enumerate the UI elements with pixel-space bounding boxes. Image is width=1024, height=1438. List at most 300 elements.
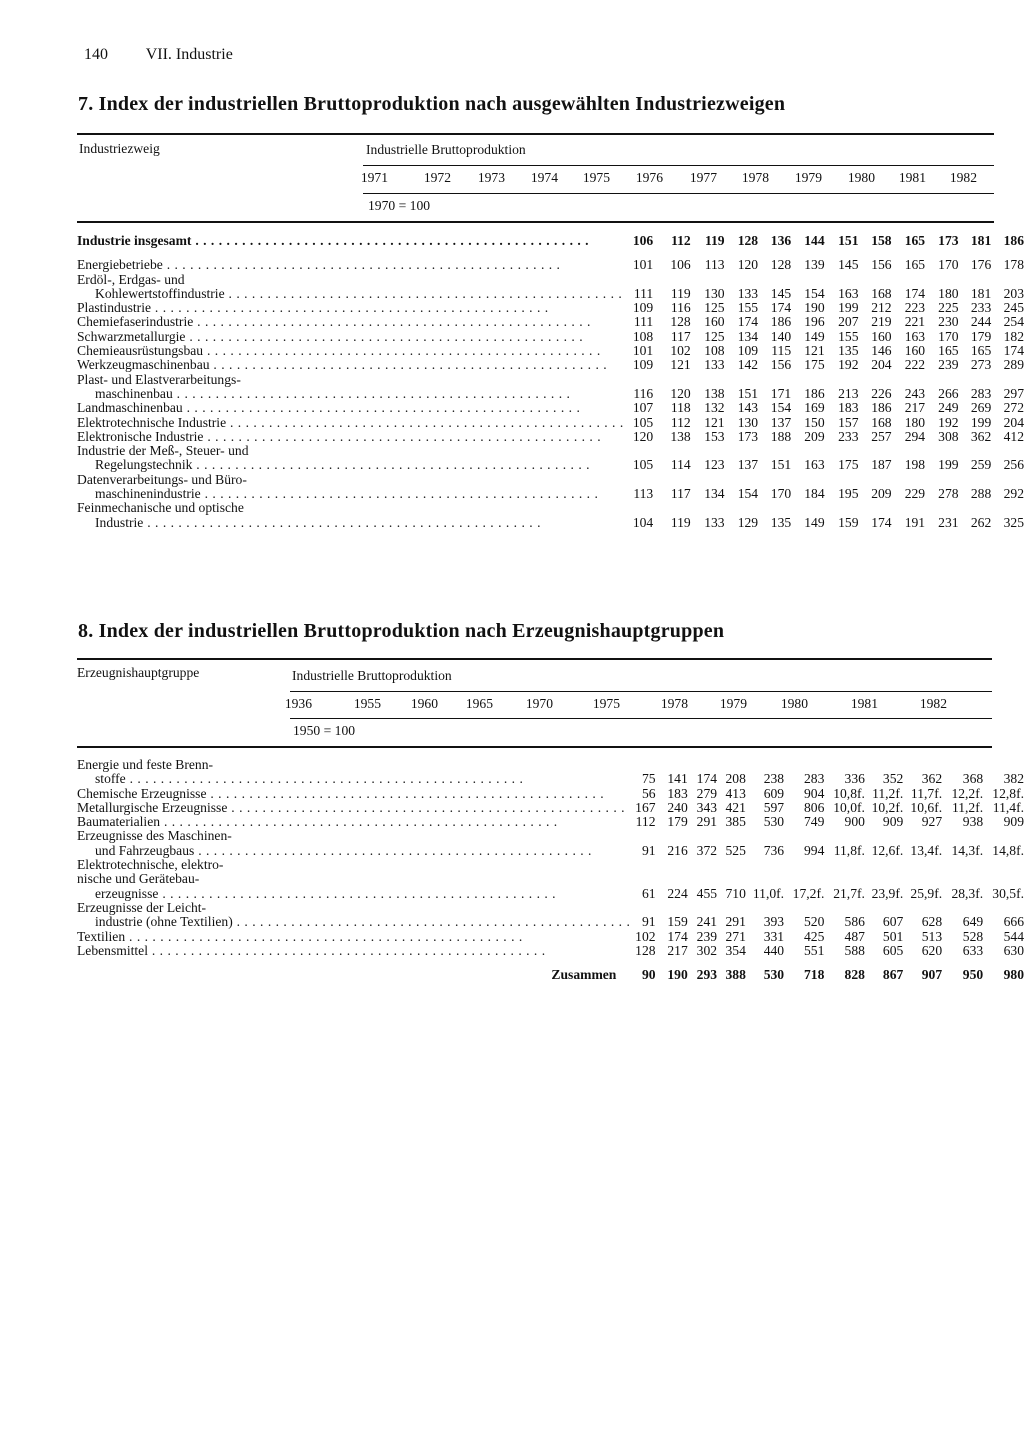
table-cell: 530 xyxy=(763,967,785,983)
row-label-text: Energie und feste Brenn- xyxy=(77,758,214,772)
table-cell xyxy=(630,829,655,843)
table-cell: 279 xyxy=(696,785,718,801)
table-cell xyxy=(784,872,824,886)
table-cell: 102 xyxy=(635,928,656,944)
table-cell: 155 xyxy=(737,300,759,316)
table-cell: 198 xyxy=(904,457,926,473)
table-cell: 120 xyxy=(632,428,654,444)
row-label xyxy=(77,330,624,344)
table-row xyxy=(77,315,1024,329)
table-cell: 950 xyxy=(962,967,984,983)
table-cell: 160 xyxy=(704,314,725,330)
table-cell xyxy=(688,872,717,886)
table-row xyxy=(77,772,1024,786)
table-cell: 105 xyxy=(632,457,654,473)
table-cell: 588 xyxy=(844,942,865,958)
table-cell xyxy=(959,444,992,458)
table-cell: 138 xyxy=(670,428,691,444)
table-cell: 597 xyxy=(763,799,785,815)
table-cell: 291 xyxy=(725,914,746,930)
table-8 xyxy=(77,758,1024,982)
table-cell: 239 xyxy=(696,928,718,944)
table-cell: 149 xyxy=(804,328,825,344)
rule xyxy=(77,221,994,223)
row-label xyxy=(77,344,624,358)
table-cell: 909 xyxy=(882,814,904,830)
table-cell: 159 xyxy=(667,914,688,930)
table-cell: 135 xyxy=(770,514,792,530)
table-cell: 120 xyxy=(737,257,759,273)
table-cell: 828 xyxy=(844,967,865,983)
table-cell xyxy=(656,758,688,772)
row-label-text: stoffe xyxy=(95,772,126,787)
table-cell: 718 xyxy=(803,967,825,983)
table-cell: 170 xyxy=(938,328,959,344)
table-cell xyxy=(824,872,865,886)
table-cell xyxy=(991,444,1024,458)
table-cell xyxy=(959,273,992,287)
table-cell: 175 xyxy=(838,457,859,473)
table-cell xyxy=(959,473,992,487)
table-cell: 182 xyxy=(1003,328,1024,344)
table-row xyxy=(77,887,1024,901)
table-row xyxy=(77,815,1024,829)
table-row xyxy=(77,930,1024,944)
year-header: 1977 xyxy=(689,170,717,185)
table-cell: 308 xyxy=(938,428,959,444)
table-cell: 272 xyxy=(1003,400,1024,416)
table-cell: 178 xyxy=(1003,257,1024,273)
table-cell: 520 xyxy=(803,914,825,930)
table-cell: 217 xyxy=(904,400,926,416)
table-row xyxy=(77,287,1024,301)
table-cell: 116 xyxy=(670,300,691,316)
table-cell xyxy=(653,373,691,387)
table-cell: 154 xyxy=(770,400,792,416)
row-label-text: Regelungstechnik xyxy=(95,458,193,473)
table-cell xyxy=(825,373,859,387)
row-label-text: Werkzeugmaschinenbau xyxy=(77,358,210,373)
table-cell: 288 xyxy=(970,486,992,502)
table-cell: 144 xyxy=(804,233,825,248)
table-cell: 139 xyxy=(804,257,825,273)
year-header: 1965 xyxy=(465,696,493,711)
row-label xyxy=(77,915,630,929)
table-cell: 254 xyxy=(1003,314,1024,330)
row-label xyxy=(77,315,624,329)
table-cell xyxy=(688,758,717,772)
table-cell: 209 xyxy=(804,428,825,444)
table-cell xyxy=(630,901,655,915)
table-cell: 104 xyxy=(632,514,654,530)
table-cell: 128 xyxy=(670,314,691,330)
row-label-text: Plast- und Elastverarbeitungs- xyxy=(77,372,241,387)
year-header: 1971 xyxy=(360,170,388,185)
table-row xyxy=(77,301,1024,315)
table-cell: 225 xyxy=(938,300,959,316)
table-cell xyxy=(925,273,958,287)
table-cell xyxy=(717,758,746,772)
table-row xyxy=(77,234,1024,248)
table-cell xyxy=(824,858,865,872)
table-cell: 12,6f. xyxy=(871,842,904,858)
table-cell: 138 xyxy=(704,385,725,401)
table-cell xyxy=(725,373,758,387)
table-cell: 736 xyxy=(763,842,785,858)
row-label-text: Chemische Erzeugnisse xyxy=(77,786,207,801)
year-header: 1976 xyxy=(635,170,663,185)
table-cell: 165 xyxy=(904,233,926,248)
table-cell xyxy=(758,444,791,458)
table-cell xyxy=(859,473,892,487)
year-header: 1982 xyxy=(949,170,977,185)
row-label xyxy=(77,416,624,430)
table-cell xyxy=(630,758,655,772)
table-cell: 25,9f. xyxy=(910,885,943,901)
table-cell: 199 xyxy=(938,457,959,473)
table-cell xyxy=(859,501,892,515)
table-cell xyxy=(653,444,691,458)
table-cell xyxy=(942,829,983,843)
table-cell: 114 xyxy=(670,457,691,473)
table-cell xyxy=(825,501,859,515)
table-cell xyxy=(653,473,691,487)
table-cell xyxy=(903,829,942,843)
table-cell: 120 xyxy=(670,385,691,401)
table-cell xyxy=(746,758,784,772)
table-cell: 425 xyxy=(803,928,825,944)
table-cell: 980 xyxy=(1003,967,1024,983)
table-7 xyxy=(77,234,1024,530)
table-cell: 927 xyxy=(921,814,943,830)
table-cell: 11,2f. xyxy=(872,785,904,801)
table-cell: 170 xyxy=(938,257,959,273)
table-cell xyxy=(942,901,983,915)
table-cell xyxy=(656,872,688,886)
table-cell: 106 xyxy=(632,233,654,248)
table-cell xyxy=(656,829,688,843)
table-cell: 118 xyxy=(670,400,691,416)
table-cell: 259 xyxy=(970,457,992,473)
table-cell: 440 xyxy=(763,942,785,958)
table-cell xyxy=(624,373,653,387)
table-cell xyxy=(791,373,824,387)
row-label xyxy=(77,901,630,915)
table-row xyxy=(77,358,1024,372)
table-cell: 586 xyxy=(844,914,865,930)
table-cell xyxy=(991,473,1024,487)
table-cell: 224 xyxy=(667,885,688,901)
table-cell xyxy=(746,901,784,915)
table-cell: 240 xyxy=(667,799,688,815)
table-cell: 229 xyxy=(904,486,926,502)
table-cell xyxy=(691,273,725,287)
table-cell xyxy=(892,501,925,515)
table-cell xyxy=(825,273,859,287)
row-label xyxy=(77,887,630,901)
table-cell: 159 xyxy=(838,514,859,530)
table-cell: 119 xyxy=(670,285,691,301)
table-cell: 128 xyxy=(635,942,656,958)
table-cell: 165 xyxy=(970,343,992,359)
row-label-text: Erzeugnisse der Leicht- xyxy=(77,900,207,915)
row-label xyxy=(77,501,624,515)
table-cell: 151 xyxy=(737,385,759,401)
table-cell xyxy=(717,858,746,872)
table-cell: 123 xyxy=(704,457,725,473)
table-cell: 209 xyxy=(871,486,892,502)
row-label-text: Chemieausrüstungsbau xyxy=(77,344,204,359)
table-cell: 111 xyxy=(633,314,654,330)
table-cell xyxy=(784,858,824,872)
table-cell: 105 xyxy=(632,414,654,430)
table-cell xyxy=(983,758,1024,772)
row-label-text: industrie (ohne Textilien) xyxy=(95,915,233,930)
table-cell: 187 xyxy=(871,457,892,473)
row-label xyxy=(77,858,630,872)
table-row xyxy=(77,258,1024,272)
table-cell xyxy=(991,501,1024,515)
table-cell: 11,0f. xyxy=(752,885,785,901)
table-cell: 241 xyxy=(696,914,718,930)
table-cell: 13,4f. xyxy=(910,842,943,858)
table-cell: 230 xyxy=(938,314,959,330)
table-cell: 302 xyxy=(696,942,718,958)
table-cell xyxy=(825,444,859,458)
table-cell xyxy=(824,758,865,772)
table-cell: 173 xyxy=(737,428,759,444)
table-cell: 710 xyxy=(725,885,746,901)
table-cell: 331 xyxy=(763,928,785,944)
row-label xyxy=(77,430,624,444)
table-cell: 217 xyxy=(667,942,688,958)
table-cell: 174 xyxy=(770,300,792,316)
table-cell: 157 xyxy=(838,414,859,430)
table-cell: 269 xyxy=(970,400,992,416)
table-cell xyxy=(959,373,992,387)
table-row xyxy=(77,373,1024,387)
table-cell xyxy=(983,829,1024,843)
table-row xyxy=(77,330,1024,344)
table-row xyxy=(77,801,1024,815)
table-cell: 352 xyxy=(882,771,904,787)
table-cell: 909 xyxy=(1003,814,1024,830)
table-cell: 163 xyxy=(804,457,825,473)
table-cell xyxy=(725,501,758,515)
table-cell: 291 xyxy=(696,814,718,830)
row-label xyxy=(77,358,624,372)
table-cell: 208 xyxy=(725,771,746,787)
table-cell: 749 xyxy=(803,814,825,830)
row-label-text: Erdöl-, Erdgas- und xyxy=(77,272,185,287)
row-label-text: erzeugnisse xyxy=(95,886,159,901)
table-cell xyxy=(784,829,824,843)
table-cell: 130 xyxy=(704,285,725,301)
table-row xyxy=(77,458,1024,472)
table-row xyxy=(77,344,1024,358)
year-header: 1981 xyxy=(898,170,926,185)
table-cell: 188 xyxy=(770,428,792,444)
row-label-text: Zusammen xyxy=(551,968,617,983)
table-cell: 90 xyxy=(641,967,656,983)
table-cell xyxy=(983,858,1024,872)
row-label xyxy=(77,258,624,272)
table-cell xyxy=(892,473,925,487)
table-cell: 487 xyxy=(844,928,865,944)
year-header: 1936 xyxy=(284,696,312,711)
row-label xyxy=(77,815,630,829)
table-cell: 649 xyxy=(962,914,984,930)
table-cell: 154 xyxy=(804,285,825,301)
table-cell: 219 xyxy=(871,314,892,330)
table-cell xyxy=(859,373,892,387)
table-cell: 10,8f. xyxy=(833,785,865,801)
table-cell: 271 xyxy=(725,928,746,944)
table-cell: 136 xyxy=(770,233,792,248)
table-cell xyxy=(865,758,903,772)
year-header: 1960 xyxy=(410,696,438,711)
table-row xyxy=(77,416,1024,430)
table-cell xyxy=(624,273,653,287)
table-cell: 137 xyxy=(770,414,792,430)
year-header: 1970 xyxy=(525,696,553,711)
table-cell: 412 xyxy=(1003,428,1024,444)
table-cell xyxy=(725,473,758,487)
table-cell: 135 xyxy=(838,343,859,359)
row-label-text: Datenverarbeitungs- und Büro- xyxy=(77,472,247,487)
table-cell: 125 xyxy=(704,300,725,316)
year-header: 1973 xyxy=(477,170,505,185)
table-cell xyxy=(925,444,958,458)
table-cell xyxy=(758,373,791,387)
table-cell: 195 xyxy=(838,486,859,502)
table-cell: 151 xyxy=(838,233,859,248)
table-cell: 278 xyxy=(938,486,959,502)
table-cell: 513 xyxy=(921,928,943,944)
table-cell: 117 xyxy=(670,328,691,344)
table-cell xyxy=(717,901,746,915)
table-cell: 102 xyxy=(670,343,691,359)
table-cell: 174 xyxy=(871,514,892,530)
row-label xyxy=(77,758,630,772)
row-label xyxy=(77,872,630,886)
table-cell: 156 xyxy=(770,357,792,373)
row-label xyxy=(77,401,624,415)
row-label-text: Metallurgische Erzeugnisse xyxy=(77,800,228,815)
table-cell: 245 xyxy=(1003,300,1024,316)
table-cell: 143 xyxy=(737,400,759,416)
table-cell: 149 xyxy=(804,514,825,530)
row-label xyxy=(77,930,630,944)
table-cell: 128 xyxy=(737,233,759,248)
table-8-group-head: Industrielle Bruttoproduktion xyxy=(292,668,452,683)
table-cell: 216 xyxy=(667,842,688,858)
table-cell: 294 xyxy=(904,428,926,444)
table-cell: 109 xyxy=(737,343,759,359)
table-cell: 213 xyxy=(838,385,859,401)
table-cell: 203 xyxy=(1003,285,1024,301)
table-cell: 181 xyxy=(970,285,992,301)
table-cell xyxy=(656,858,688,872)
table-8-base: 1950 = 100 xyxy=(293,723,356,738)
table-cell: 156 xyxy=(871,257,892,273)
table-cell xyxy=(865,901,903,915)
row-label xyxy=(77,772,630,786)
table-cell xyxy=(624,473,653,487)
table-cell xyxy=(725,444,758,458)
table-cell xyxy=(903,901,942,915)
table-cell: 938 xyxy=(962,814,984,830)
table-cell: 12,2f. xyxy=(951,785,984,801)
table-cell: 249 xyxy=(938,400,959,416)
table-cell: 190 xyxy=(804,300,825,316)
table-cell xyxy=(758,501,791,515)
table-cell xyxy=(925,473,958,487)
table-cell: 372 xyxy=(696,842,718,858)
table-cell: 186 xyxy=(770,314,792,330)
table-row xyxy=(77,858,1024,872)
table-cell xyxy=(746,858,784,872)
table-cell xyxy=(746,872,784,886)
table-cell: 179 xyxy=(667,814,688,830)
table-cell: 283 xyxy=(970,385,992,401)
table-cell: 11,8f. xyxy=(833,842,865,858)
table-cell: 292 xyxy=(1003,486,1024,502)
table-cell: 551 xyxy=(803,942,825,958)
table-cell: 900 xyxy=(844,814,865,830)
table-cell: 125 xyxy=(704,328,725,344)
table-cell: 101 xyxy=(632,343,654,359)
year-header: 1982 xyxy=(919,696,947,711)
row-label-text: Elektrotechnische, elektro- xyxy=(77,858,224,873)
table-cell: 163 xyxy=(904,328,926,344)
row-label xyxy=(77,301,624,315)
table-cell: 141 xyxy=(667,771,688,787)
row-label xyxy=(77,387,624,401)
table-cell: 115 xyxy=(771,343,792,359)
table-cell: 119 xyxy=(670,514,691,530)
table-cell xyxy=(630,858,655,872)
table-cell: 91 xyxy=(641,842,656,858)
table-cell xyxy=(630,872,655,886)
row-label-text: Schwarzmetallurgie xyxy=(77,329,186,344)
row-label xyxy=(77,487,624,501)
table-cell xyxy=(717,872,746,886)
table-cell: 192 xyxy=(838,357,859,373)
row-label-text: Energiebetriebe xyxy=(77,258,163,273)
table-cell: 30,5f. xyxy=(992,885,1024,901)
table-cell xyxy=(653,501,691,515)
table-cell: 544 xyxy=(1003,928,1024,944)
row-label-text: Kohlewertstoffindustrie xyxy=(95,286,225,301)
table-cell: 221 xyxy=(904,314,926,330)
table-cell xyxy=(942,858,983,872)
table-cell: 186 xyxy=(871,400,892,416)
table-cell: 609 xyxy=(763,785,785,801)
table-cell: 385 xyxy=(725,814,746,830)
table-cell: 134 xyxy=(704,486,725,502)
table-cell: 111 xyxy=(633,285,654,301)
table-cell: 112 xyxy=(670,414,691,430)
table-cell: 169 xyxy=(804,400,825,416)
table-cell: 151 xyxy=(770,457,792,473)
table-cell: 336 xyxy=(844,771,865,787)
table-cell: 101 xyxy=(632,257,654,273)
table-cell: 289 xyxy=(1003,357,1024,373)
row-label xyxy=(77,373,624,387)
table-cell: 146 xyxy=(871,343,892,359)
row-label-text: Industrie xyxy=(95,515,144,530)
